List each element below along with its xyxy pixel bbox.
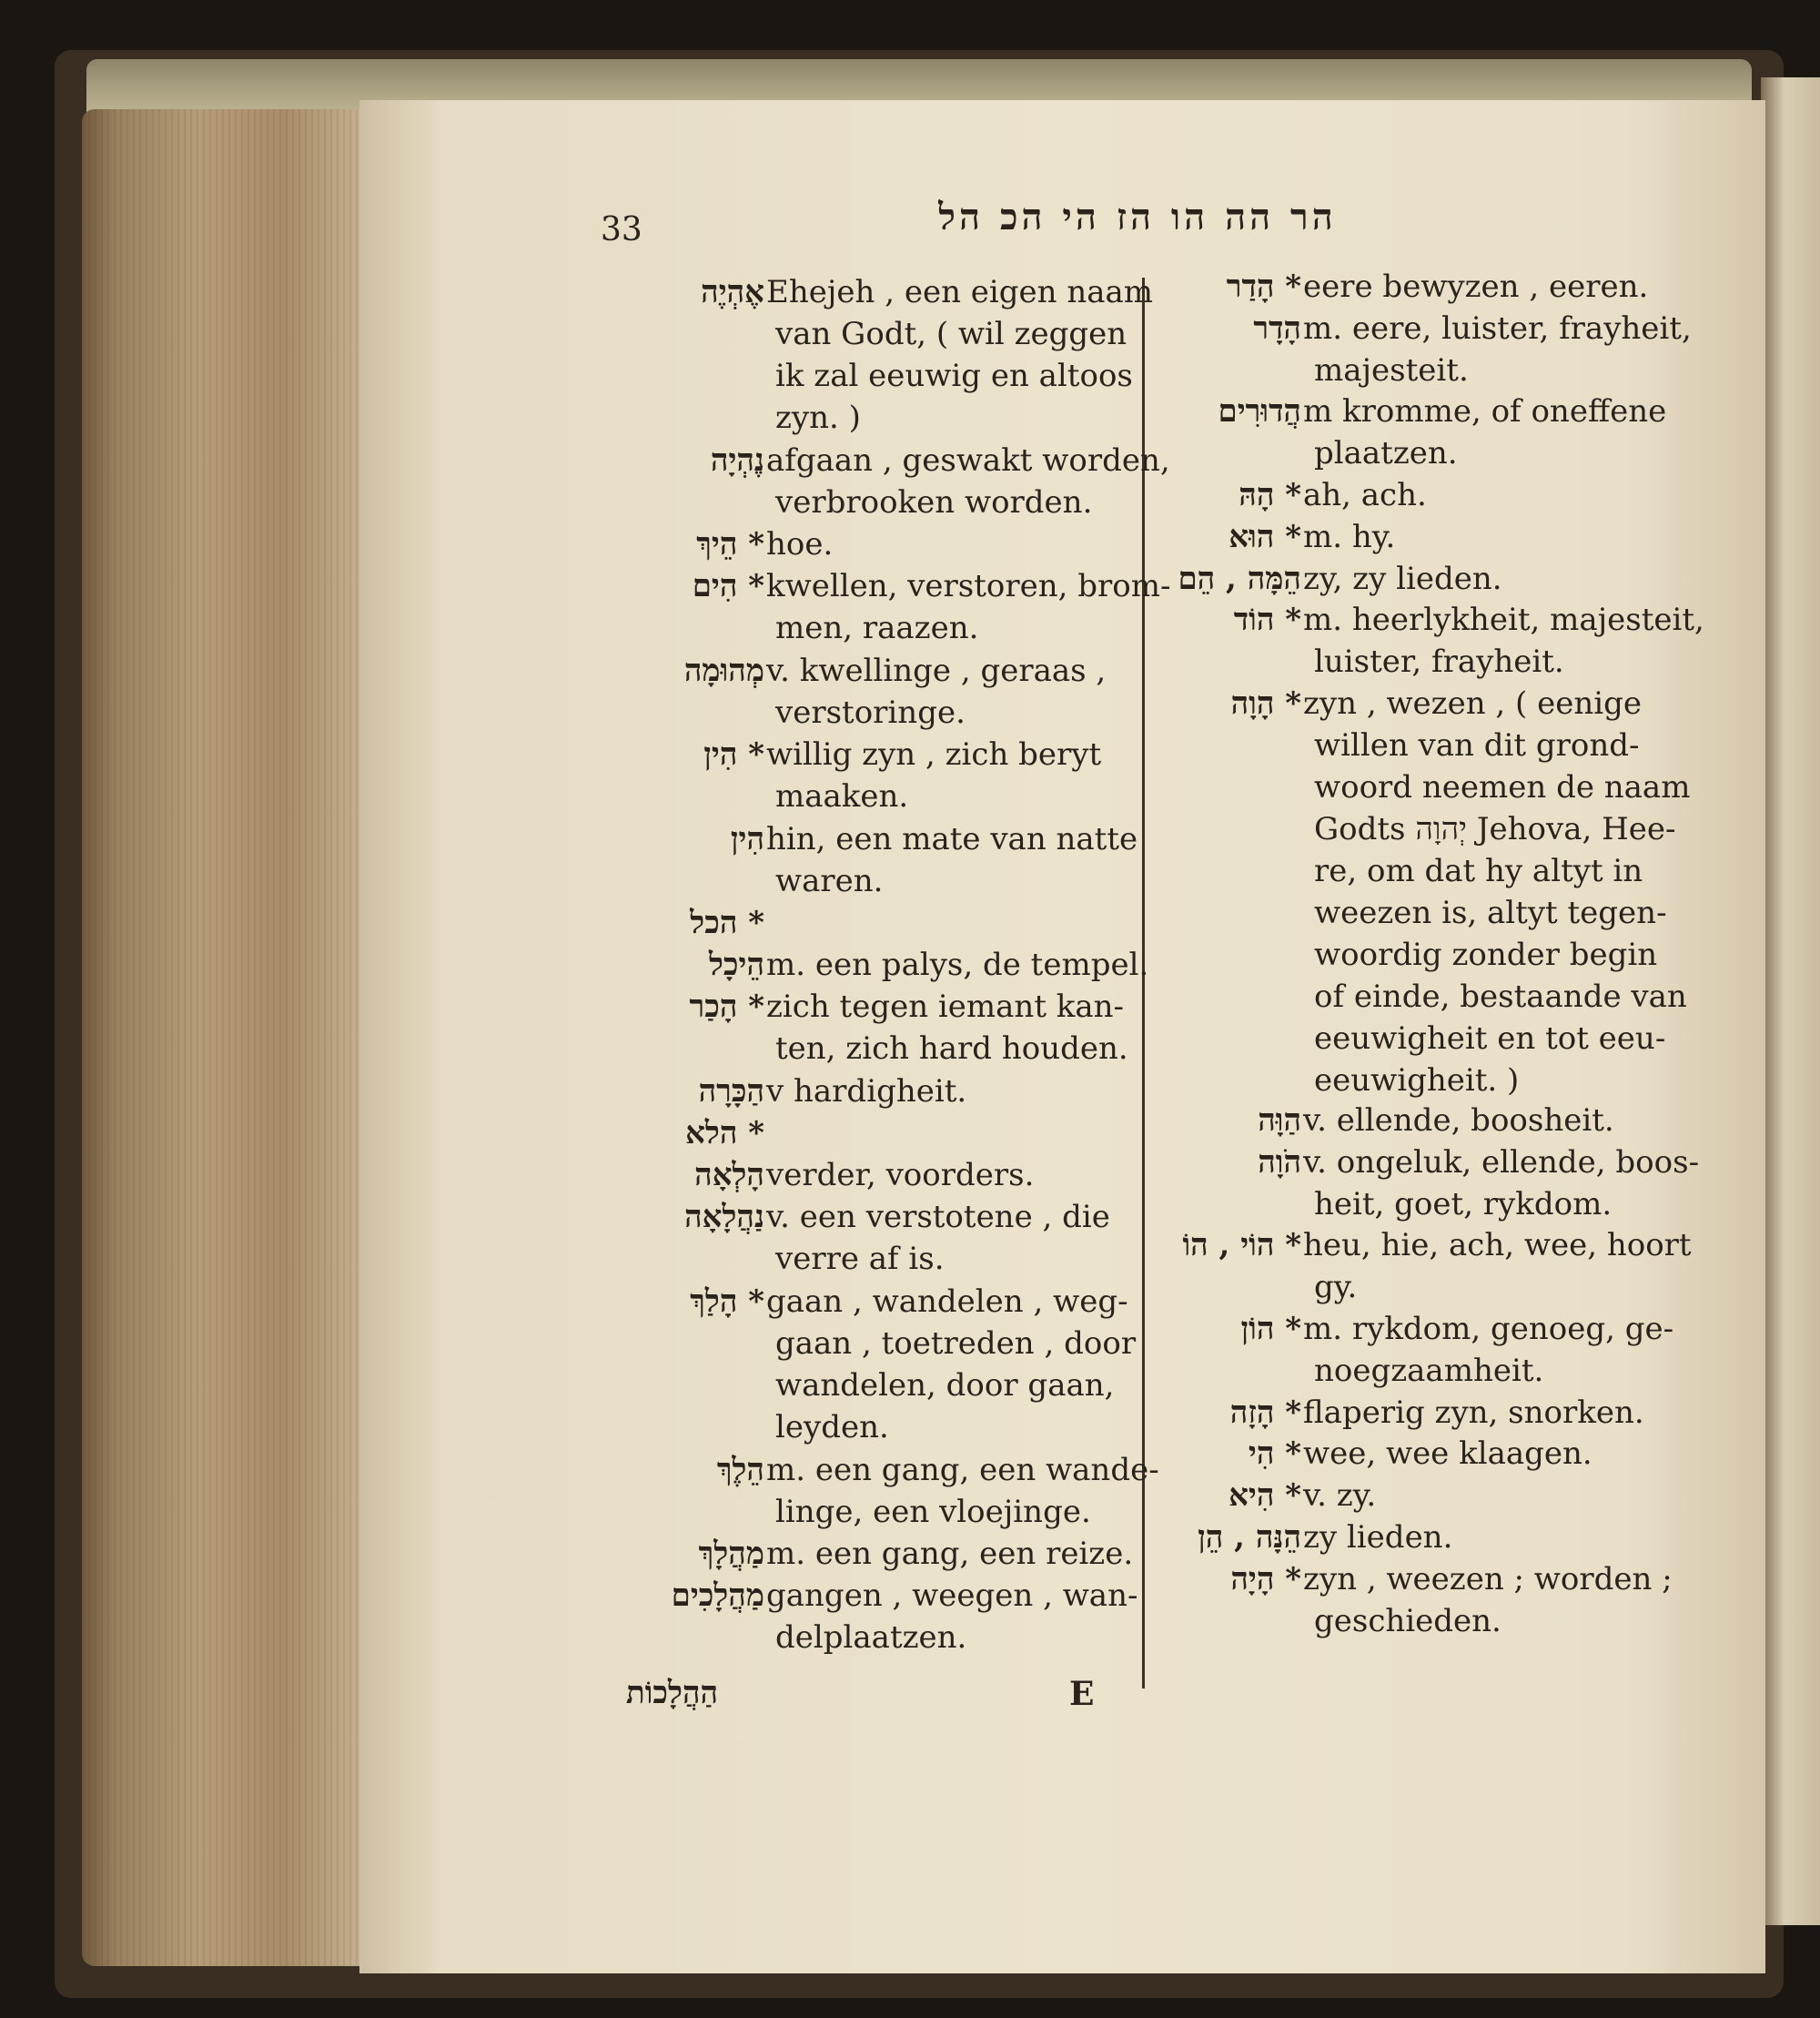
hebrew-headword: מְהוּמָה <box>683 652 764 689</box>
definition-line: verder, voorders. <box>766 1157 1035 1194</box>
hebrew-headword: * הָדַר <box>1226 269 1301 305</box>
definition-line: afgaan , geswakt worden, <box>766 441 1170 479</box>
definition-line: luister, frayheit. <box>1314 644 1564 681</box>
definition-line: willig zyn , zich beryt <box>766 736 1102 774</box>
dictionary-entry <box>628 1533 1138 1575</box>
dictionary-entry <box>628 271 1154 440</box>
definition-line: m. een palys, de tempel. <box>766 947 1149 984</box>
hebrew-headword: אֶהְיֶה <box>701 274 764 310</box>
hebrew-headword: * הָהּ <box>1239 477 1301 513</box>
definition-line: wandelen, door gaan, <box>775 1366 1115 1404</box>
dictionary-entry <box>628 944 1149 986</box>
hebrew-headword: הָלְאָה <box>694 1157 764 1194</box>
definition-line: of einde, bestaande van <box>1314 979 1687 1015</box>
hebrew-headword: הֲדוּרִים <box>1218 393 1301 431</box>
dictionary-entry <box>1156 1141 1702 1225</box>
hebrew-headword: נֶהְיָה <box>710 441 764 479</box>
hebrew-headword: * הָלַךְ <box>690 1283 764 1320</box>
catchword: הַהֲלָכוֹת <box>626 1675 719 1711</box>
hebrew-headword: * הִין <box>703 736 764 774</box>
dictionary-entry <box>628 1575 1138 1658</box>
definition-line: heit, goet, rykdom. <box>1314 1185 1613 1222</box>
definition-line: m kromme, of oneffene <box>1303 393 1667 431</box>
definition-line: v hardigheit. <box>766 1072 967 1110</box>
dictionary-entry <box>1156 266 1702 308</box>
definition-line: noegzaamheit. <box>1314 1353 1544 1389</box>
definition-line: plaatzen. <box>1314 435 1458 472</box>
dictionary-entry <box>1156 1392 1702 1434</box>
hebrew-headword: הֵנָּה , הֵן <box>1198 1519 1301 1556</box>
signature-mark: E <box>1069 1675 1095 1713</box>
hebrew-headword: * הוּא <box>1228 518 1301 555</box>
dictionary-entry <box>628 565 1171 649</box>
definition-line: Godts יְהוָה Jehova, Hee- <box>1314 811 1676 847</box>
definition-line: ah, ach. <box>1303 477 1427 513</box>
hebrew-headword: * הֵיךְ <box>696 526 764 563</box>
definition-line: verre af is. <box>775 1241 945 1278</box>
dictionary-entry <box>1156 1558 1702 1642</box>
definition-line: zy, zy lieden. <box>1303 560 1502 597</box>
dictionary-entry <box>628 1112 1138 1154</box>
running-header: הר הה הו הז הי הכ הל <box>938 196 1337 238</box>
definition-line: linge, een vloejinge. <box>775 1493 1091 1530</box>
definition-line: delplaatzen. <box>775 1619 967 1657</box>
hebrew-headword: * הוֹי , הוֹ <box>1182 1227 1301 1264</box>
dictionary-entry <box>1156 1433 1702 1475</box>
definition-line: Ehejeh , een eigen naam <box>766 274 1154 310</box>
definition-line: weezen is, altyt tegen- <box>1314 895 1667 931</box>
hebrew-headword: * הִיא <box>1228 1477 1301 1515</box>
hebrew-headword: הַכָּרָה <box>698 1072 764 1110</box>
dictionary-entry <box>628 650 1138 734</box>
definition-line: woord neemen de naam <box>1314 769 1691 806</box>
definition-line: waren. <box>775 862 884 899</box>
dictionary-entry <box>1156 1224 1702 1308</box>
definition-line: zyn , weezen ; worden ; <box>1303 1560 1673 1597</box>
dictionary-entry <box>628 1070 1138 1112</box>
dictionary-entry <box>1156 516 1702 558</box>
dictionary-entry <box>1156 558 1702 600</box>
hebrew-headword: הַוָּה <box>1258 1102 1301 1139</box>
page-block-edge <box>82 109 373 1966</box>
definition-line: majesteit. <box>1314 351 1469 389</box>
hebrew-headword: מַהֲלָךְ <box>698 1536 764 1572</box>
hebrew-headword: הֵלֶךְ <box>716 1451 764 1488</box>
definition-line: eere bewyzen , eeren. <box>1303 269 1649 305</box>
definition-line: v. kwellinge , geraas , <box>766 652 1107 689</box>
definition-line: gangen , weegen , wan- <box>766 1577 1138 1615</box>
definition-line: zy lieden. <box>1303 1519 1453 1556</box>
hebrew-headword: * הכל <box>690 905 764 941</box>
definition-line: ik zal eeuwig en altoos <box>775 358 1133 394</box>
hebrew-headword: הֵמָּה , הֵם <box>1178 560 1301 597</box>
definition-line: hoe. <box>766 526 834 563</box>
definition-line: kwellen, verstoren, brom- <box>766 568 1171 605</box>
definition-line: zyn. ) <box>775 400 861 436</box>
definition-line: eeuwigheit. ) <box>1314 1062 1520 1099</box>
definition-line: gy. <box>1314 1269 1358 1306</box>
dictionary-entry <box>628 523 1138 565</box>
dictionary-entry <box>1156 1100 1702 1141</box>
hebrew-headword: * הִים <box>692 568 764 605</box>
definition-line: leyden. <box>775 1408 889 1445</box>
dictionary-entry <box>1156 308 1702 391</box>
dictionary-entry <box>1156 390 1702 474</box>
definition-line: hin, een mate van natte <box>766 820 1138 857</box>
definition-line: van Godt, ( wil zeggen <box>775 316 1127 352</box>
definition-line: wee, wee klaagen. <box>1303 1435 1592 1473</box>
definition-line: m. eere, luister, frayheit, <box>1303 309 1692 347</box>
hebrew-headword: הֵיכָל <box>709 947 764 984</box>
definition-line: v. een verstotene , die <box>766 1199 1110 1236</box>
definition-line: ten, zich hard houden. <box>775 1030 1128 1068</box>
hebrew-headword: * הָזָה <box>1229 1394 1301 1431</box>
hebrew-headword: * הָכַר <box>689 989 764 1026</box>
dictionary-entry <box>628 986 1138 1070</box>
page-number: 33 <box>601 211 642 248</box>
hebrew-headword: * הלא <box>685 1115 764 1151</box>
definition-line: re, om dat hy altyt in <box>1314 853 1643 889</box>
definition-line: m. rykdom, genoeg, ge- <box>1303 1311 1674 1347</box>
definition-line: m. heerlykheit, majesteit, <box>1303 602 1704 639</box>
definition-line: heu, hie, ach, wee, hoort <box>1303 1227 1692 1264</box>
definition-line: m. een gang, een reize. <box>766 1536 1134 1572</box>
dictionary-entry <box>628 902 1138 944</box>
definition-line: v. zy. <box>1303 1477 1377 1515</box>
hebrew-headword: הָדָר <box>1253 309 1301 347</box>
hebrew-headword: * הוֹד <box>1233 602 1301 639</box>
dictionary-entry <box>1156 599 1702 683</box>
dictionary-entry <box>628 1281 1138 1449</box>
definition-line: m. hy. <box>1303 518 1396 555</box>
hebrew-headword: הֹוָה <box>1258 1143 1301 1181</box>
dictionary-entry <box>628 818 1138 902</box>
dictionary-entry <box>1156 474 1702 516</box>
definition-line: maaken. <box>775 778 909 816</box>
hebrew-headword: מַהֲלָכִים <box>671 1577 764 1615</box>
definition-line: v. ellende, boosheit. <box>1303 1102 1614 1139</box>
dictionary-entry <box>628 1154 1138 1196</box>
dictionary-entry <box>628 1196 1138 1280</box>
definition-line: flaperig zyn, snorken. <box>1303 1394 1644 1431</box>
hebrew-headword: נַהֲלָאָה <box>684 1199 764 1236</box>
definition-line: zyn , wezen , ( eenige <box>1303 685 1642 722</box>
dictionary-entry <box>628 1449 1159 1533</box>
definition-line: gaan , toetreden , door <box>775 1324 1137 1362</box>
hebrew-headword: * הָוָה <box>1230 685 1301 722</box>
hebrew-headword: * הוֹן <box>1240 1311 1301 1347</box>
hebrew-headword: * הָיָה <box>1230 1560 1301 1597</box>
dictionary-entry <box>1156 1475 1702 1516</box>
dictionary-entry <box>1156 1308 1702 1392</box>
dictionary-entry <box>1156 683 1702 1100</box>
definition-line: willen van dit grond- <box>1314 727 1640 764</box>
dictionary-entry <box>628 440 1170 523</box>
dictionary-entry <box>628 734 1138 817</box>
definition-line: verstoringe. <box>775 694 966 731</box>
definition-line: geschieden. <box>1314 1602 1502 1639</box>
definition-line: verbrooken worden. <box>775 483 1093 521</box>
definition-line: m. een gang, een wande- <box>766 1451 1159 1488</box>
hebrew-headword: * הִי <box>1248 1435 1301 1473</box>
definition-line: woordig zonder begin <box>1314 937 1658 973</box>
definition-line: eeuwigheit en tot eeu- <box>1314 1020 1666 1057</box>
definition-line: zich tegen iemant kan- <box>766 989 1125 1026</box>
hebrew-headword: הִין <box>730 820 764 857</box>
definition-line: men, raazen. <box>775 610 979 647</box>
facing-page-edge <box>1761 77 1820 1925</box>
definition-line: v. ongeluk, ellende, boos- <box>1303 1143 1700 1181</box>
definition-line: gaan , wandelen , weg- <box>766 1283 1128 1320</box>
dictionary-entry <box>1156 1516 1702 1558</box>
